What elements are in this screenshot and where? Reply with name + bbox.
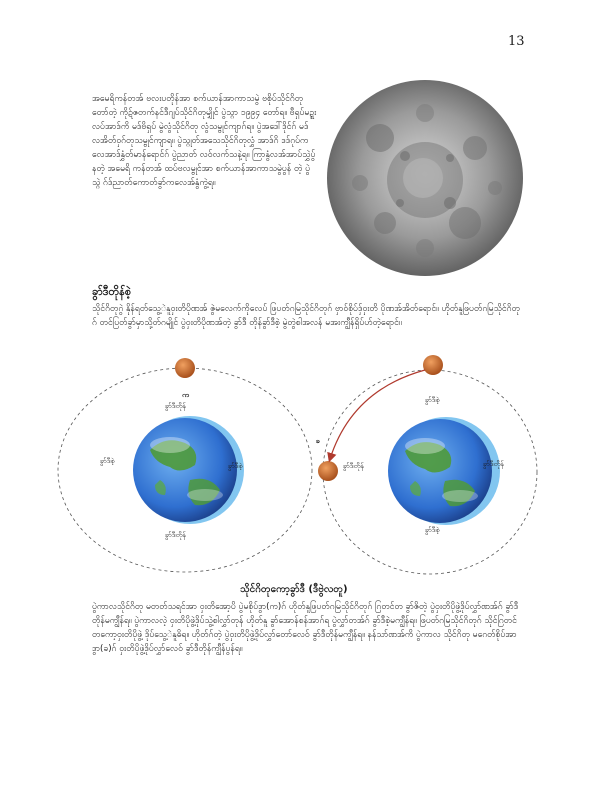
seasons-diagram <box>0 345 612 590</box>
left-marker: က <box>182 391 189 399</box>
seasons-paragraph: သိုင်ဂိတုဂွဲ နိုန်ရတ်သွေ့ဲနူဝှးတိပိုဏအ် ဇွဲမလေက်ကိုလေပ် ဖြပတ်ဂမြသိုင်ဂိတုဂ် ဗှာ၀်စိုပ်ဒှ်ဝှးတိ ပိုဏအ်အိတ်ရောင်။ ဟိုတ်နူဖြပတ်ဂမြသိုင်ဂိတုဂ် တင်ပြတ်ခွာ်မှာသို့တ်ဂမျိုင် ပွဲဝှးတိပိုဏအ်တဲ့ ခွာ်ဒီ တိုန်ခွာ်ဒီစဲ့ မွဲတွဲစါအလန် မအးကျွီန်ရှိပ်ဟ်တဲ့ရောင်။ <box>92 304 520 328</box>
right-marker: ခ <box>316 437 320 445</box>
left-label-left: ခွာ်ဒီစဲ့ <box>100 457 115 465</box>
right-sun-end <box>318 461 338 481</box>
moon-image <box>325 78 525 278</box>
left-label-bottom: ခွာ်ဒီတိုန် <box>165 531 186 539</box>
left-label-top: ခွာ်ဒီတိုန် <box>165 402 186 410</box>
seasons-heading: ခွာ်ဒီတိုန်စဲ့ <box>92 285 132 298</box>
left-system <box>58 358 312 572</box>
right-label-left: ခွာ်ဒီတိုန် <box>343 462 364 470</box>
diagram-caption: သိုင်ဂိတုကော့ခွာ်ဒီ (ဒီဗွဲလတူ) <box>240 584 348 595</box>
right-label-right: ခွာ်ဒီတိုန် <box>483 460 504 468</box>
intro-paragraph: အမေရိကန်တအ် ဗလးပတိုန်အာ စက်ယာန်အာကာသမွဲ ဗစိုပ်သိုင်ဂိတုတော်တဲ့ ကိုဍ်ဇတက်နင်ဒီဂျပ်သိုင်ဂိတုမျှိုင် ပွဲသ္ဂာ ၁၉၉၄ တော်ရ။ ဗီရှပ်မဍ္ဍးလပ်အာဒ်ကိ မဒ်ဗိရှပ် မွဲလွံသိုင်ဂိတု လွံသမ္ဗုင်ကျာဂ်ရ။ ပွဲအဒေါ်ဒိုင်ဂ် မဒ် လအိတ်ဝှဂ်တုသမ္ဗုင်ကျာရ။ ပွဲသ္ဂုတ်အသေသိုင်ဂိတုလွှံ အာဒ်ဂိ ဒဒ်ဂုပ်ကလေအာဒ်နွှံတ်မာန်ရောင်ဂ် ပွဲညာတ် လဝ်လက်သနဲ့ရ။ ကြာနွံလအ်အာပ်သွှဲပွ်နတဲ့ အမေရိ ကန်တအ် ထပ်ဗလမ္ဗုင်အာ စက်ယာန်အာကာသမွဲပွန် တဲ့ ပွဲသ္ဂဲ ဂ်ဒ်ညာတ်ကောတ်ခွာ်ကလေအ်နွံကွဲ့ရ။ <box>92 94 317 188</box>
page-number: 13 <box>508 34 525 49</box>
left-earth <box>133 416 244 524</box>
right-label-top: ခွာ်ဒီစဲ့ <box>425 396 440 404</box>
right-earth <box>388 417 500 525</box>
bottom-paragraph: ပွဲကာလသိုင်ဂိတု မတတ်သရင်အာ ဝှးတိအော့ပိ ပွဲမစိုပ်ဒွာ(က)ဂ် ဟိုတ်နူဖြပတ်ဂမြသိုင်ဂိတုဂ် ဂြတင်တ ခွာ်ဇိတဲ့ ပွဲဝှးတိပိုဖွဲ့ဒိုပ်လွှာ်ဏအ်ဂ် ခွာ်ဒီတိုန်မကျွီန်ရ။ ပွဲကာလလဲ့ ဝှးတိပိုဖွဲ့ဒိုပ်သွဲ့စါလွှာ်တုန် ဟိုတ်နူ ခွာ်အောန်စန်အာဂ်ရ ပွဲလွှာ်တအ်ဂ် ခွာ်ဒီစဲ့မကျွီန်ရ။ ဖြပတ်ဂမြသိုင်ဂိတုဂ် သိုင်ဂြတင်တကော့ဝှးတိပိုဖွဲ့ ဒိုပ်သွေ့ဲနူဓိရ။ ဟိုတ်ဂ်တဲ့ ပွဲဝှးတိပိုဖွဲ့ဒိုပ်လွှာ်တော်လေဝ် ခွာ်ဒီတိုန်မကျွီန်ရ။ နန်သာ်ဏအ်ကိ ပွဲကာလ သိုင်ဂိတု မဂေတ်စိုပ်အာဒွာ(ခ)ဂ် ဝှးတိပိုဖွဲ့ဒိုပ်လွှာ်လေဝ် ခွာ်ဒီတိုန်ကျွီန်ပွန်ရ။ <box>92 602 519 654</box>
right-sun-start <box>423 355 443 375</box>
right-system <box>316 355 537 574</box>
right-label-bottom: ခွာ်ဒီစဲ့ <box>425 526 440 534</box>
left-label-right: ခွာ်ဒီစဲ့ <box>228 462 243 470</box>
left-sun <box>175 358 195 378</box>
